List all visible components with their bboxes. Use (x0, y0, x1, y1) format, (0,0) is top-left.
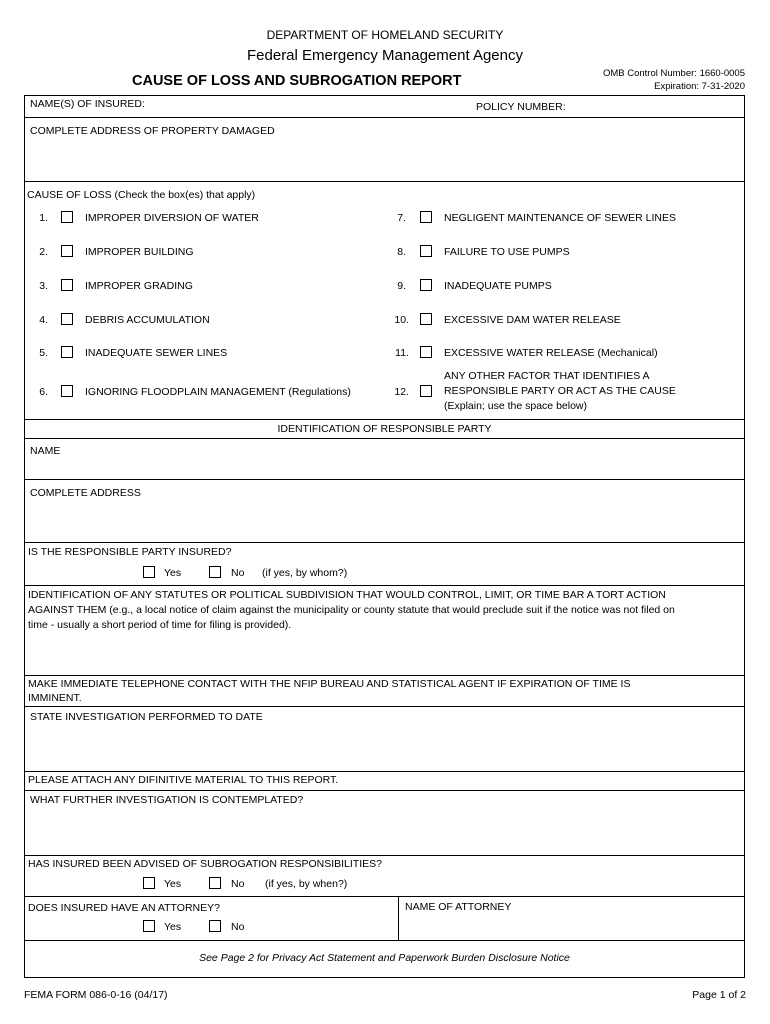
cause-number: 10. (394, 314, 409, 326)
cause-label: (Explain; use the space below) (444, 400, 587, 412)
cause-of-loss-heading: CAUSE OF LOSS (Check the box(es) that apply) (27, 189, 256, 201)
divider (24, 855, 745, 856)
by-when-label: (if yes, by when?) (265, 878, 348, 890)
cause-number: 3. (39, 280, 48, 292)
divider (24, 419, 745, 420)
insured-names-label: NAME(S) OF INSURED: (30, 98, 145, 110)
cause-number: 6. (39, 386, 48, 398)
form-title: CAUSE OF LOSS AND SUBROGATION REPORT (132, 73, 462, 89)
divider (24, 896, 745, 897)
cause-number: 11. (395, 347, 409, 359)
yes-label: Yes (164, 567, 182, 579)
divider (24, 542, 745, 543)
expiration-date: Expiration: 7-31-2020 (654, 81, 745, 92)
form-frame (24, 95, 745, 978)
cause-label: ANY OTHER FACTOR THAT IDENTIFIES A (444, 370, 650, 382)
further-investigation-label: WHAT FURTHER INVESTIGATION IS CONTEMPLATED? (30, 794, 304, 806)
responsible-insured-no-checkbox[interactable] (209, 566, 221, 578)
privacy-notice: See Page 2 for Privacy Act Statement and Paperwork Burden Disclosure Notice (199, 952, 570, 964)
department-name: DEPARTMENT OF HOMELAND SECURITY (266, 28, 504, 42)
cause-checkbox-4[interactable] (61, 313, 73, 325)
cause-number: 5. (39, 347, 48, 359)
divider (24, 940, 745, 941)
cause-number: 9. (397, 280, 406, 292)
attach-material-notice: PLEASE ATTACH ANY DIFINITIVE MATERIAL TO THIS REPORT. (28, 774, 339, 786)
divider (24, 771, 745, 772)
cause-checkbox-11[interactable] (420, 346, 432, 358)
cause-checkbox-5[interactable] (61, 346, 73, 358)
cause-number: 4. (39, 314, 48, 326)
responsible-insured-question: IS THE RESPONSIBLE PARTY INSURED? (28, 546, 232, 558)
cause-label: EXCESSIVE DAM WATER RELEASE (444, 314, 621, 326)
cause-label: NEGLIGENT MAINTENANCE OF SEWER LINES (444, 212, 677, 224)
no-label: No (231, 921, 245, 933)
cause-label: RESPONSIBLE PARTY OR ACT AS THE CAUSE (444, 385, 676, 397)
attorney-no-checkbox[interactable] (209, 920, 221, 932)
cause-checkbox-7[interactable] (420, 211, 432, 223)
cause-label: INADEQUATE PUMPS (444, 280, 552, 292)
divider (24, 438, 745, 439)
attorney-yes-checkbox[interactable] (143, 920, 155, 932)
cause-checkbox-1[interactable] (61, 211, 73, 223)
cause-number: 7. (397, 212, 406, 224)
statutes-line: IDENTIFICATION OF ANY STATUTES OR POLITICAL SUBDIVISION THAT WOULD CONTROL, LIMIT, OR TIME BAR A TORT ACTION (28, 589, 666, 601)
responsible-name-label: NAME (30, 445, 61, 457)
divider (24, 790, 745, 791)
statutes-line: AGAINST THEM (e.g., a local notice of claim against the municipality or county statute that would preclude suit if the notice was not filed on (28, 604, 675, 616)
cause-number: 1. (39, 212, 48, 224)
cause-label: IMPROPER DIVERSION OF WATER (85, 212, 259, 224)
cause-label: EXCESSIVE WATER RELEASE (Mechanical) (444, 347, 658, 359)
telephone-notice-line: IMMINENT. (28, 692, 82, 704)
subrogation-no-checkbox[interactable] (209, 877, 221, 889)
responsible-party-heading: IDENTIFICATION OF RESPONSIBLE PARTY (277, 423, 492, 435)
cause-label: FAILURE TO USE PUMPS (444, 246, 570, 258)
divider (24, 479, 745, 480)
cause-checkbox-3[interactable] (61, 279, 73, 291)
cause-checkbox-6[interactable] (61, 385, 73, 397)
policy-number-label: POLICY NUMBER: (476, 101, 566, 113)
attorney-name-label: NAME OF ATTORNEY (405, 901, 512, 913)
cause-checkbox-2[interactable] (61, 245, 73, 257)
cause-checkbox-9[interactable] (420, 279, 432, 291)
cause-number: 12. (394, 386, 409, 398)
state-investigation-label: STATE INVESTIGATION PERFORMED TO DATE (30, 711, 263, 723)
by-whom-label: (if yes, by whom?) (262, 567, 348, 579)
yes-label: Yes (164, 878, 182, 890)
yes-label: Yes (164, 921, 182, 933)
cause-checkbox-8[interactable] (420, 245, 432, 257)
cause-label: IMPROPER GRADING (85, 280, 193, 292)
statutes-line: time - usually a short period of time for filing is provided). (28, 619, 292, 631)
agency-name: Federal Emergency Management Agency (247, 47, 523, 64)
divider (24, 706, 745, 707)
cause-checkbox-12[interactable] (420, 385, 432, 397)
form-number: FEMA FORM 086-0-16 (04/17) (24, 989, 168, 1001)
subrogation-question: HAS INSURED BEEN ADVISED OF SUBROGATION RESPONSIBILITIES? (28, 858, 382, 870)
divider (24, 675, 745, 676)
cause-checkbox-10[interactable] (420, 313, 432, 325)
attorney-question: DOES INSURED HAVE AN ATTORNEY? (28, 902, 220, 914)
cause-label: DEBRIS ACCUMULATION (85, 314, 210, 326)
divider (398, 896, 399, 940)
no-label: No (231, 878, 245, 890)
property-address-label: COMPLETE ADDRESS OF PROPERTY DAMAGED (30, 125, 275, 137)
divider (24, 181, 745, 182)
page-number: Page 1 of 2 (692, 989, 746, 1001)
cause-label: INADEQUATE SEWER LINES (85, 347, 228, 359)
telephone-notice-line: MAKE IMMEDIATE TELEPHONE CONTACT WITH THE NFIP BUREAU AND STATISTICAL AGENT IF EXPIRATION OF TIME IS (28, 678, 631, 690)
omb-control-number: OMB Control Number: 1660-0005 (602, 68, 745, 79)
responsible-insured-yes-checkbox[interactable] (143, 566, 155, 578)
subrogation-yes-checkbox[interactable] (143, 877, 155, 889)
no-label: No (231, 567, 245, 579)
cause-label: IMPROPER BUILDING (85, 246, 194, 258)
cause-label: IGNORING FLOODPLAIN MANAGEMENT (Regulations) (85, 386, 351, 398)
divider (24, 585, 745, 586)
responsible-address-label: COMPLETE ADDRESS (30, 487, 141, 499)
cause-number: 2. (39, 246, 48, 258)
divider (24, 117, 745, 118)
cause-number: 8. (397, 246, 406, 258)
